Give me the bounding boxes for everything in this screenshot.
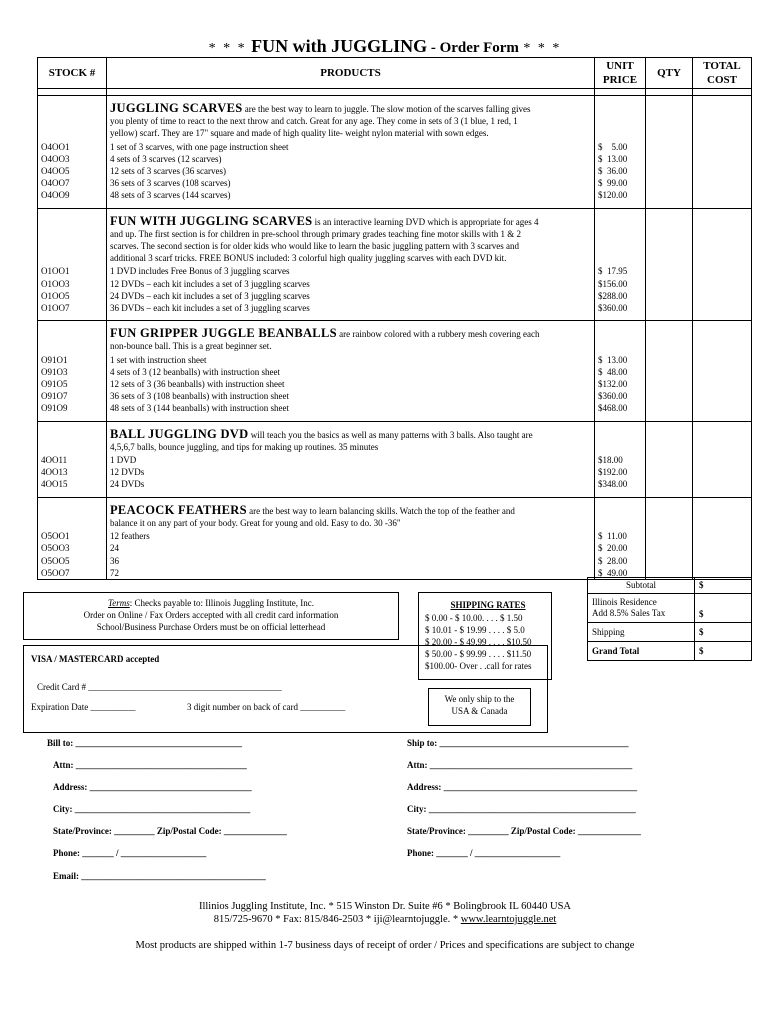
- ship-address-field[interactable]: Address: ___________________________________________: [407, 782, 638, 792]
- unit-price: $ 28.00: [595, 555, 646, 567]
- table-row: [38, 141, 752, 153]
- product-description: 12 DVDs – each kit includes a set of 3 juggling scarves: [107, 278, 595, 290]
- bill-city-field[interactable]: City: _______________________________________: [53, 804, 251, 814]
- qty-cell[interactable]: [646, 141, 693, 153]
- product-description: 36 sets of 3 (108 beanballs) with instruction sheet: [107, 390, 595, 402]
- shipping-value[interactable]: $: [695, 623, 752, 642]
- product-name: FUN GRIPPER JUGGLE BEANBALLS: [110, 326, 337, 341]
- terms-label: Terms: [108, 598, 130, 608]
- qty-cell[interactable]: [646, 466, 693, 478]
- bill-attn-field[interactable]: Attn: ______________________________________: [53, 760, 247, 770]
- unit-price: $ 48.00: [595, 366, 646, 378]
- website-link[interactable]: www.learntojuggle.net: [460, 914, 557, 925]
- unit-price: $18.00: [595, 454, 646, 466]
- stock-number: 4OO11: [38, 454, 107, 466]
- product-name: JUGGLING SCARVES: [110, 101, 243, 115]
- qty-cell[interactable]: [646, 378, 693, 390]
- qty-cell[interactable]: [646, 542, 693, 554]
- product-description: 4 sets of 3 scarves (12 scarves): [107, 153, 595, 165]
- stock-number: O1OO3: [38, 278, 107, 290]
- unit-price: $348.00: [595, 478, 646, 490]
- product-description: 24 DVDs: [107, 478, 595, 490]
- terms-line3: School/Business Purchase Orders must be on official letterhead: [96, 622, 326, 632]
- product-desc-line: 4,5,6,7 balls, bounce juggling, and tips for making up routines. 35 minutes: [110, 441, 379, 452]
- product-description: 1 DVD includes Free Bonus of 3 juggling scarves: [107, 265, 595, 277]
- unit-price: $288.00: [595, 290, 646, 302]
- total-cost-cell[interactable]: [693, 177, 752, 189]
- header-total-cost: TOTAL COST: [693, 58, 752, 89]
- payment-accepted: VISA / MASTERCARD accepted: [31, 654, 160, 664]
- shipping-rates-title: SHIPPING RATES: [450, 600, 526, 610]
- total-cost-cell[interactable]: [693, 454, 752, 466]
- summary-table: [587, 577, 752, 661]
- title-stars-right: * * *: [523, 41, 562, 56]
- total-cost-cell[interactable]: [693, 542, 752, 554]
- unit-price: $ 20.00: [595, 542, 646, 554]
- unit-price: $132.00: [595, 378, 646, 390]
- product-section-description: [38, 501, 752, 530]
- footer-note: Most products are shipped within 1-7 business days of receipt of order / Prices and specifications are subject to change: [135, 940, 635, 951]
- stock-number: O4OO5: [38, 165, 107, 177]
- shipping-rate-row: $ 0.00 - $ 10.00. . . . $ 1.50: [425, 613, 523, 623]
- qty-cell[interactable]: [646, 153, 693, 165]
- total-cost-cell[interactable]: [693, 265, 752, 277]
- qty-cell[interactable]: [646, 189, 693, 201]
- table-row: [38, 478, 752, 490]
- security-code-field[interactable]: 3 digit number on back of card __________: [187, 702, 346, 712]
- order-table: [37, 57, 752, 580]
- qty-cell[interactable]: [646, 478, 693, 490]
- grand-total-value[interactable]: $: [695, 642, 752, 661]
- product-description: 24: [107, 542, 595, 554]
- subtotal-label: Subtotal: [588, 578, 695, 594]
- product-desc-line: balance it on any part of your body. Great for young and old. Easy to do. 30 -36": [110, 517, 401, 528]
- product-section-description: [38, 324, 752, 353]
- title-stars-left: * * *: [208, 41, 247, 56]
- qty-cell[interactable]: [646, 390, 693, 402]
- product-intro: are rainbow colored with a rubbery mesh covering each: [339, 329, 540, 340]
- ship-to-field[interactable]: Ship to: __________________________________________: [407, 738, 629, 748]
- table-row: [38, 454, 752, 466]
- qty-cell[interactable]: [646, 278, 693, 290]
- ship-note-line1: We only ship to the: [444, 694, 515, 704]
- table-row: [38, 530, 752, 542]
- total-cost-cell[interactable]: [693, 290, 752, 302]
- total-cost-cell[interactable]: [693, 189, 752, 201]
- qty-cell[interactable]: [646, 530, 693, 542]
- stock-number: O4OO9: [38, 189, 107, 201]
- table-row: [38, 302, 752, 314]
- bill-to-field[interactable]: Bill to: _____________________________________: [47, 738, 242, 748]
- unit-price: $ 99.00: [595, 177, 646, 189]
- stock-number: O1OO7: [38, 302, 107, 314]
- product-intro: is an interactive learning DVD which is appropriate for ages 4: [314, 216, 539, 227]
- ship-only-note: [428, 688, 531, 726]
- table-row: [38, 466, 752, 478]
- product-description: 1 set with instruction sheet: [107, 354, 595, 366]
- product-desc-line: you plenty of time to react to the next throw and catch. Great for any age. They come in sets of 3 (1 blue, 1 red, 1: [110, 116, 518, 127]
- bill-state-zip-field[interactable]: State/Province: _________ Zip/Postal Code: ______________: [53, 826, 287, 836]
- product-section-description: [38, 425, 752, 454]
- unit-price: $ 36.00: [595, 165, 646, 177]
- tax-label: Illinois Residence Add 8.5% Sales Tax: [588, 594, 695, 623]
- unit-price: $192.00: [595, 466, 646, 478]
- table-row: [38, 402, 752, 414]
- qty-cell[interactable]: [646, 555, 693, 567]
- product-description: 48 sets of 3 (144 beanballs) with instruction sheet: [107, 402, 595, 414]
- total-cost-cell[interactable]: [693, 555, 752, 567]
- terms-line1: : Checks payable to: Illinois Juggling Institute, Inc.: [129, 598, 314, 608]
- product-section-description: [38, 212, 752, 266]
- product-name: FUN WITH JUGGLING SCARVES: [110, 213, 313, 228]
- product-description: 12 sets of 3 (36 beanballs) with instruction sheet: [107, 378, 595, 390]
- unit-price: $ 49.00: [595, 567, 646, 580]
- qty-cell[interactable]: [646, 302, 693, 314]
- ship-phone-field[interactable]: Phone: _______ / ___________________: [407, 848, 561, 858]
- total-cost-cell[interactable]: [693, 478, 752, 490]
- ship-state-zip-field[interactable]: State/Province: _________ Zip/Postal Code: ______________: [407, 826, 641, 836]
- table-row: [38, 189, 752, 201]
- product-description: 36: [107, 555, 595, 567]
- product-description: 72: [107, 567, 595, 580]
- stock-number: 4OO13: [38, 466, 107, 478]
- total-cost-cell[interactable]: [693, 354, 752, 366]
- stock-number: O1OO1: [38, 265, 107, 277]
- table-row: [38, 153, 752, 165]
- product-description: 36 DVDs – each kit includes a set of 3 juggling scarves: [107, 302, 595, 314]
- table-row: [38, 278, 752, 290]
- product-description: 1 set of 3 scarves, with one page instruction sheet: [107, 141, 595, 153]
- stock-number: O91O5: [38, 378, 107, 390]
- title-sub: - Order Form: [427, 40, 519, 56]
- title-main: FUN with JUGGLING: [251, 36, 428, 56]
- ship-note-line2: USA & Canada: [451, 706, 508, 716]
- table-row: [38, 354, 752, 366]
- table-row: [38, 390, 752, 402]
- qty-cell[interactable]: [646, 402, 693, 414]
- stock-number: O4OO1: [38, 141, 107, 153]
- total-cost-cell[interactable]: [693, 466, 752, 478]
- product-desc-line: and up. The first section is for children in pre-school through primary grades teaching fine motor skills with 1 & 2: [110, 228, 521, 239]
- product-description: 1 DVD: [107, 454, 595, 466]
- ship-city-field[interactable]: City: ______________________________________________: [407, 804, 636, 814]
- unit-price: $360.00: [595, 302, 646, 314]
- table-row: [38, 542, 752, 554]
- product-name: PEACOCK FEATHERS: [110, 502, 247, 517]
- footer-contact: 815/725-9670 * Fax: 815/846-2503 * iji@learntojuggle. * www.learntojuggle.net: [213, 914, 557, 925]
- product-intro: are the best way to learn to juggle. The slow motion of the scarves falling gives: [244, 104, 531, 114]
- total-cost-cell[interactable]: [693, 278, 752, 290]
- bill-address-field[interactable]: Address: ____________________________________: [53, 782, 252, 792]
- stock-number: O4OO7: [38, 177, 107, 189]
- product-description: 4 sets of 3 (12 beanballs) with instruction sheet: [107, 366, 595, 378]
- total-cost-cell[interactable]: [693, 302, 752, 314]
- total-cost-cell[interactable]: [693, 390, 752, 402]
- qty-cell[interactable]: [646, 454, 693, 466]
- unit-price: $ 5.00: [595, 141, 646, 153]
- footer-address: Illinios Juggling Institute, Inc. * 515 Winston Dr. Suite #6 * Bolingbrook IL 60440 USA: [198, 901, 572, 912]
- product-description: 12 feathers: [107, 530, 595, 542]
- product-description: 36 sets of 3 scarves (108 scarves): [107, 177, 595, 189]
- stock-number: O5OO3: [38, 542, 107, 554]
- shipping-rate-row: $100.00- Over . .call for rates: [425, 661, 532, 671]
- unit-price: $360.00: [595, 390, 646, 402]
- unit-price: $ 13.00: [595, 153, 646, 165]
- stock-number: O1OO5: [38, 290, 107, 302]
- qty-cell[interactable]: [646, 177, 693, 189]
- table-row: [38, 366, 752, 378]
- table-row: [38, 265, 752, 277]
- product-intro: will teach you the basics as well as many patterns with 3 balls. Also taught are: [250, 429, 533, 440]
- table-row: [38, 290, 752, 302]
- header-products: PRODUCTS: [107, 58, 595, 89]
- table-header-row: [38, 58, 752, 89]
- total-cost-cell[interactable]: [693, 530, 752, 542]
- header-qty: QTY: [646, 58, 693, 89]
- total-cost-cell[interactable]: [693, 402, 752, 414]
- unit-price: $ 17.95: [595, 265, 646, 277]
- product-name: BALL JUGGLING DVD: [110, 426, 249, 441]
- stock-number: 4OO15: [38, 478, 107, 490]
- qty-cell[interactable]: [646, 265, 693, 277]
- unit-price: $ 11.00: [595, 530, 646, 542]
- unit-price: $120.00: [595, 189, 646, 201]
- product-desc-line: non-bounce ball. This is a great beginner set.: [110, 341, 272, 352]
- header-stock: STOCK #: [38, 58, 107, 89]
- unit-price: $156.00: [595, 278, 646, 290]
- page-title: [0, 36, 770, 57]
- qty-cell[interactable]: [646, 290, 693, 302]
- stock-number: O91O7: [38, 390, 107, 402]
- total-cost-cell[interactable]: [693, 153, 752, 165]
- qty-cell[interactable]: [646, 165, 693, 177]
- shipping-label: Shipping: [588, 623, 695, 642]
- product-desc-line: additional 3 scarf tricks. FREE BONUS included: 3 colorful high quality juggling scarves with each DVD kit.: [110, 253, 507, 264]
- product-description: 24 DVDs – each kit includes a set of 3 juggling scarves: [107, 290, 595, 302]
- qty-cell[interactable]: [646, 354, 693, 366]
- header-unit-price: UNIT PRICE: [595, 58, 646, 89]
- tax-value[interactable]: $: [695, 594, 752, 623]
- total-cost-cell[interactable]: [693, 366, 752, 378]
- bill-phone-field[interactable]: Phone: _______ / ___________________: [53, 848, 207, 858]
- credit-card-field[interactable]: Credit Card # ___________________________________________: [37, 682, 282, 692]
- product-description: 12 sets of 3 scarves (36 scarves): [107, 165, 595, 177]
- unit-price: $468.00: [595, 402, 646, 414]
- product-desc-line: yellow) scarf. They are 17" square and made of high quality lite- weight nylon material with sown edges.: [110, 128, 489, 139]
- email-field[interactable]: Email: _________________________________________: [53, 871, 266, 881]
- table-row: [38, 555, 752, 567]
- terms-box: [23, 592, 399, 640]
- stock-number: O5OO7: [38, 567, 107, 580]
- table-row: [38, 378, 752, 390]
- stock-number: O5OO1: [38, 530, 107, 542]
- table-row: [38, 165, 752, 177]
- shipping-rate-row: $ 20.00 - $ 49.99 . . . . $10.50: [425, 637, 532, 647]
- product-section-description: [38, 99, 752, 141]
- grand-total-label: Grand Total: [588, 642, 695, 661]
- qty-cell[interactable]: [646, 366, 693, 378]
- product-description: 12 DVDs: [107, 466, 595, 478]
- shipping-rate-row: $ 10.01 - $ 19.99 . . . . $ 5.0: [425, 625, 525, 635]
- product-description: 48 sets of 3 scarves (144 scarves): [107, 189, 595, 201]
- total-cost-cell[interactable]: [693, 165, 752, 177]
- terms-line2: Order on Online / Fax Orders accepted with all credit card information: [83, 610, 339, 620]
- stock-number: O91O3: [38, 366, 107, 378]
- expiration-date-field[interactable]: Expiration Date __________: [31, 702, 136, 712]
- table-row: [38, 177, 752, 189]
- shipping-rate-row: $ 50.00 - $ 99.99 . . . . $11.50: [425, 649, 532, 659]
- stock-number: O91O9: [38, 402, 107, 414]
- product-intro: are the best way to learn balancing skills. Watch the top of the feather and: [249, 505, 515, 516]
- unit-price: $ 13.00: [595, 354, 646, 366]
- product-desc-line: scarves. The second section is for older kids who would like to learn the basic juggling pattern with 3 scarves and: [110, 241, 519, 252]
- total-cost-cell[interactable]: [693, 141, 752, 153]
- ship-attn-field[interactable]: Attn: _____________________________________________: [407, 760, 633, 770]
- stock-number: O5OO5: [38, 555, 107, 567]
- subtotal-value[interactable]: $: [695, 578, 752, 594]
- total-cost-cell[interactable]: [693, 378, 752, 390]
- stock-number: O91O1: [38, 354, 107, 366]
- stock-number: O4OO3: [38, 153, 107, 165]
